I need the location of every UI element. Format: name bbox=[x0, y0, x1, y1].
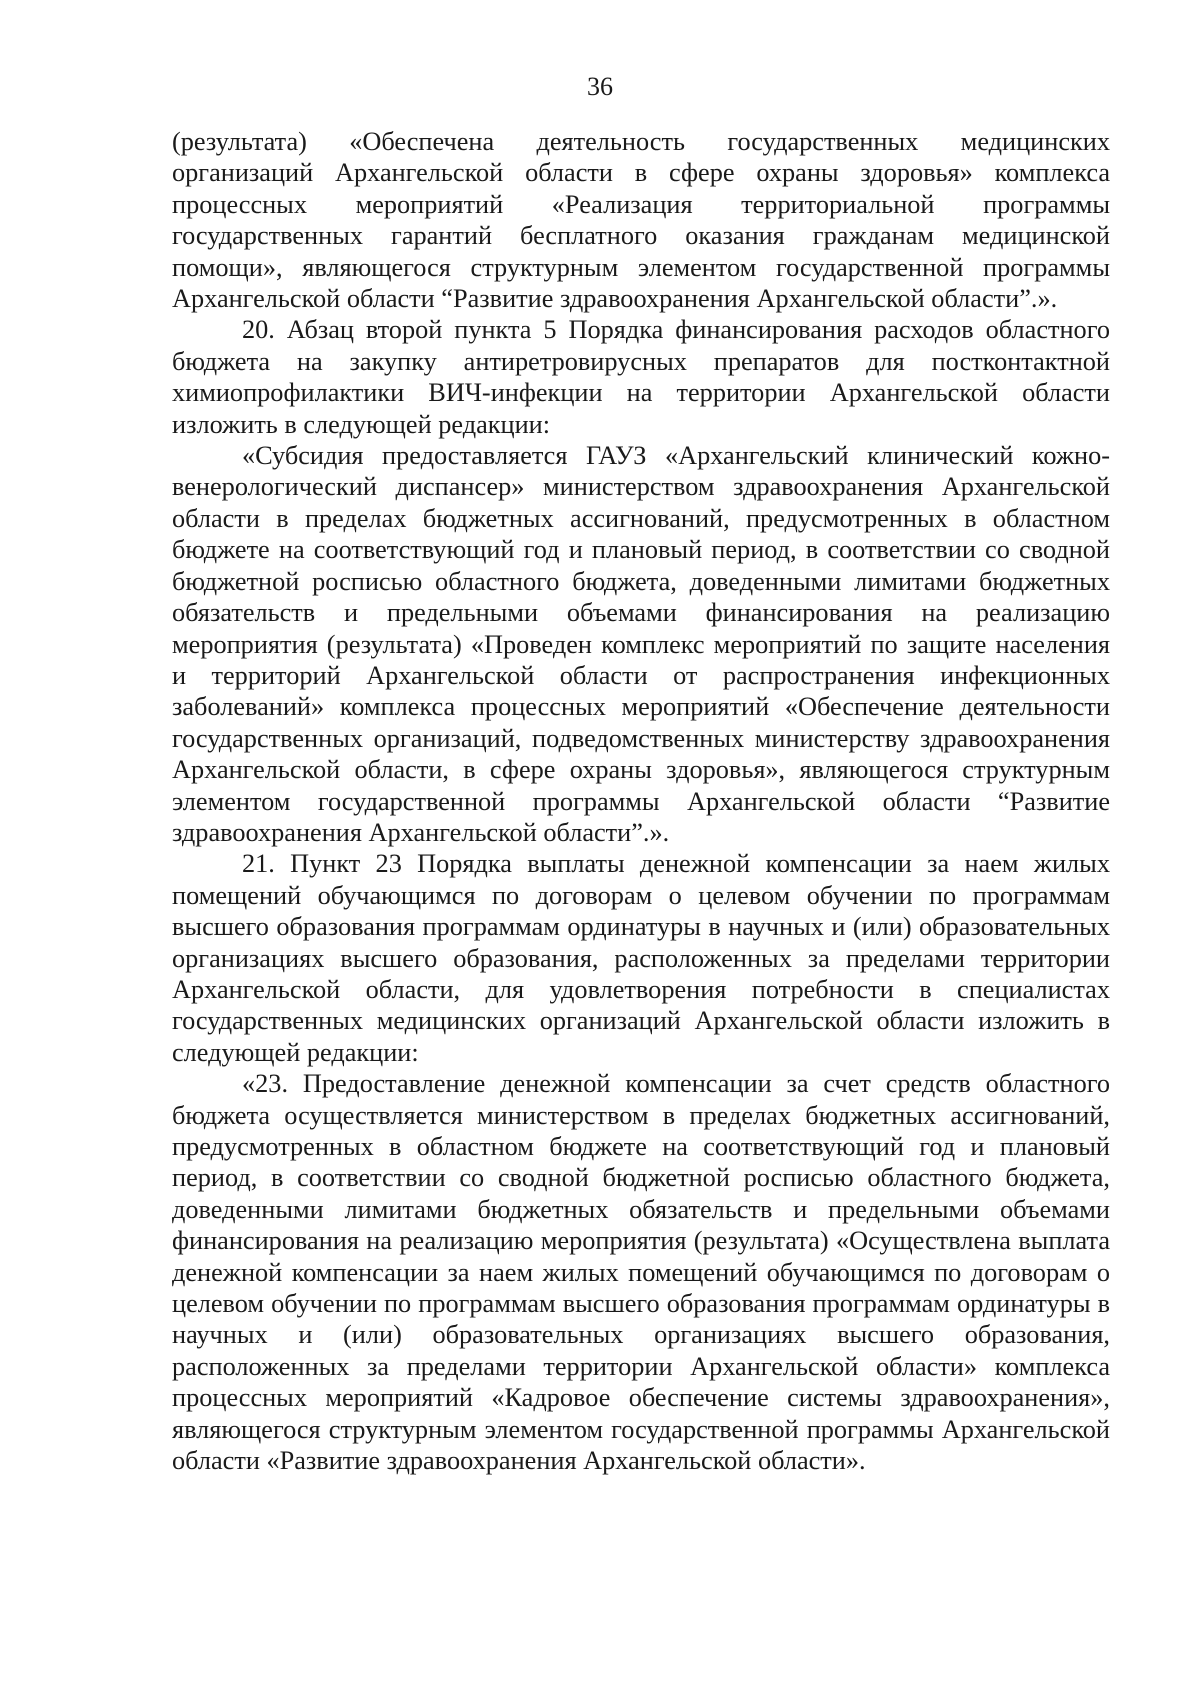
document-body bbox=[172, 126, 1110, 1476]
paragraph-item-20-quote: «Субсидия предоставляется ГАУЗ «Архангельский клинический кожно-венерологический диспансер» министерством здравоохранения Архангельской области в пределах бюджетных ассигнований, предусмотренных в областном бюджете на соответствующий год и плановый период, в соответствии со сводной бюджетной росписью областного бюджета, доведенными лимитами бюджетных обязательств и предельными объемами финансирования на реализацию мероприятия (результата) «Проведен комплекс мероприятий по защите населения и территорий Архангельской области от распространения инфекционных заболеваний» комплекса процессных мероприятий «Обеспечение деятельности государственных организаций, подведомственных министерству здравоохранения Архангельской области, в сфере охраны здоровья», являющегося структурным элементом государственной программы Архангельской области “Развитие здравоохранения Архангельской области”.». bbox=[172, 441, 1110, 847]
paragraph-item-20: 20. Абзац второй пункта 5 Порядка финансирования расходов областного бюджета на закупку антиретровирусных препаратов для постконтактной химиопрофилактики ВИЧ-инфекции на территории Архангельской области изложить в следующей редакции: bbox=[172, 315, 1110, 439]
paragraph-item-21: 21. Пункт 23 Порядка выплаты денежной компенсации за наем жилых помещений обучающимся по договорам о целевом обучении по программам высшего образования программам ординатуры в научных и (или) образовательных организациях высшего образования, расположенных за пределами территории Архангельской области, для удовлетворения потребности в специалистах государственных медицинских организаций Архангельской области изложить в следующей редакции: bbox=[172, 849, 1110, 1067]
paragraph-item-21-quote: «23. Предоставление денежной компенсации за счет средств областного бюджета осуществляется министерством в пределах бюджетных ассигнований, предусмотренных в областном бюджете на соответствующий год и плановый период, в соответствии со сводной бюджетной росписью областного бюджета, доведенными лимитами бюджетных обязательств и предельными объемами финансирования на реализацию мероприятия (результата) «Осуществлена выплата денежной компенсации за наем жилых помещений обучающимся по договорам о целевом обучении по программам высшего образования программам ординатуры в научных и (или) образовательных организациях высшего образования, расположенных за пределами территории Архангельской области» комплекса процессных мероприятий «Кадровое обеспечение системы здравоохранения», являющегося структурным элементом государственной программы Архангельской области «Развитие здравоохранения Архангельской области». bbox=[172, 1069, 1110, 1476]
page-number: 36 bbox=[587, 72, 613, 101]
paragraph-continuation: (результата) «Обеспечена деятельность государственных медицинских организаций Архангельской области в сфере охраны здоровья» комплекса процессных мероприятий «Реализация территориальной программы государственных гарантий бесплатного оказания гражданам медицинской помощи», являющегося структурным элементом государственной программы Архангельской области “Развитие здравоохранения Архангельской области”.». bbox=[172, 127, 1110, 314]
